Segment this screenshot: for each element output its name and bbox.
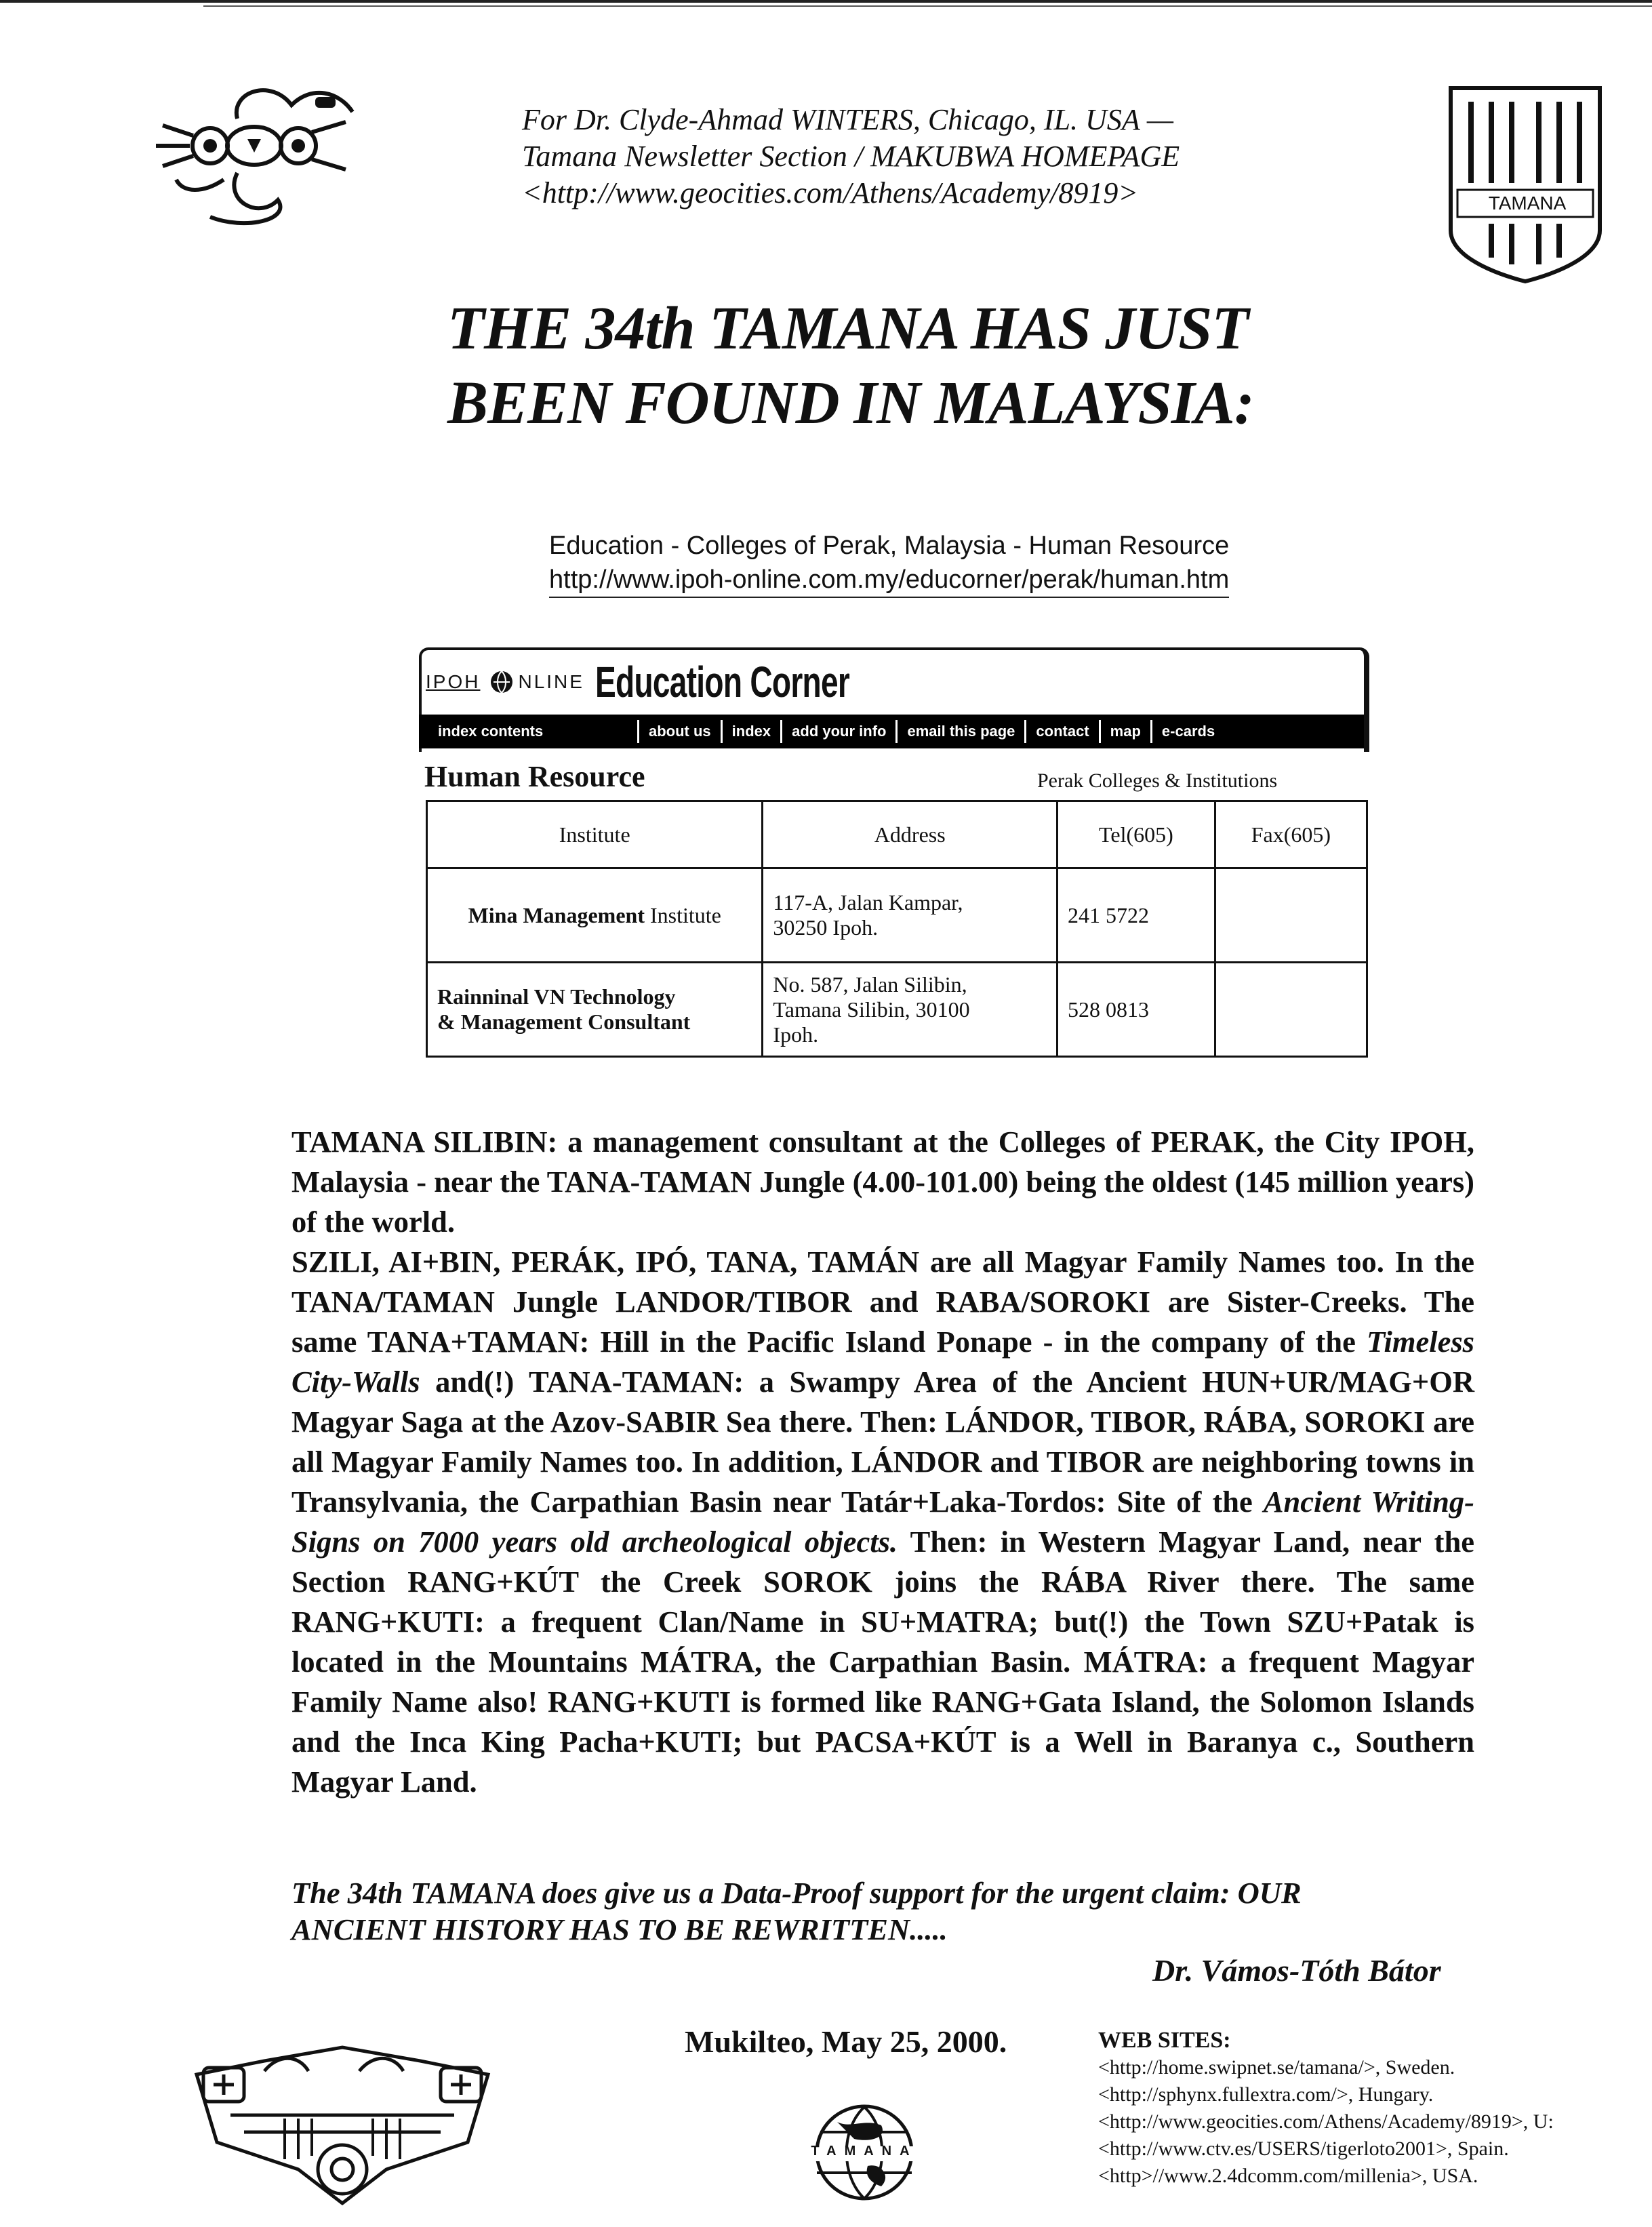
nav-add-your-info[interactable]: add your info (780, 720, 895, 743)
header-line-section: Tamana Newsletter Section / MAKUBWA HOMEPAGE (522, 140, 1180, 173)
tamana-globe-logo (800, 2102, 929, 2203)
conclusion-line-1: The 34th TAMANA does give us a Data-Proof support for the urgent claim: OUR (291, 1876, 1302, 1910)
source-url: http://www.ipoh-online.com.my/educorner/perak/human.htm (549, 563, 1229, 598)
source-caption: Education - Colleges of Perak, Malaysia - Human Resource (549, 531, 1230, 560)
table-row (427, 868, 1367, 963)
body-paragraph-2 (291, 1242, 1474, 1802)
web-site-item[interactable]: <http://home.swipnet.se/tamana/>, Sweden. (1098, 2056, 1455, 2079)
cell-address (763, 868, 1057, 963)
cell-address (763, 963, 1057, 1057)
col-header-fax: Fax(605) (1215, 801, 1367, 868)
web-site-item[interactable]: <http://www.geocities.com/Athens/Academy/8919>, U: (1098, 2110, 1554, 2133)
cell-tel: 241 5722 (1057, 868, 1215, 963)
institute-name-line-2: & Management Consultant (437, 1009, 691, 1034)
body-text-run: Then: in Western Magyar Land, near the Section RANG+KÚT the Creek SOROK joins the RÁBA River there. The same RANG+KUTI: a frequent Clan/Name in SU+MATRA; but(!) the Town SZU+Patak is located in the Mountains MÁTRA, the Carpathian Basin. MÁTRA: a frequent Magyar Family Name also! RANG+KUTI is formed like RANG+Gata Island, the Solomon Islands and the Inca King Pacha+KUTI; but PACSA+KÚT is a Well in Baranya c., Southern Magyar Land. (291, 1525, 1474, 1799)
brand-education-corner: Education Corner (595, 658, 850, 706)
institute-name: Mina Management (468, 902, 645, 927)
nav-index-contents[interactable]: index contents (438, 723, 544, 740)
brand-ipoh: IPOH (426, 671, 481, 692)
cell-tel: 528 0813 (1057, 963, 1215, 1057)
header-line-url: <http://www.geocities.com/Athens/Academy/8919> (522, 176, 1139, 209)
banner-nav-bar (419, 715, 1364, 748)
header-line-recipient: For Dr. Clyde-Ahmad WINTERS, Chicago, IL. USA — (522, 103, 1174, 136)
web-sites-heading: WEB SITES: (1098, 2028, 1231, 2053)
emblem-label: TAMANA (1488, 193, 1567, 214)
nav-about-us[interactable]: about us (637, 720, 721, 743)
web-site-item[interactable]: <http://www.ctv.es/USERS/tigerloto2001>, Spain. (1098, 2138, 1509, 2160)
cell-fax (1215, 963, 1367, 1057)
scan-edge-line (203, 5, 1652, 7)
bottom-ornament-logo (183, 2034, 502, 2217)
human-resource-heading: Human Resource (424, 760, 645, 793)
cell-institute (427, 963, 763, 1057)
nav-index[interactable]: index (721, 720, 780, 743)
col-header-tel: Tel(605) (1057, 801, 1215, 868)
address-line: Ipoh. (773, 1022, 819, 1047)
col-header-address: Address (763, 801, 1057, 868)
col-header-institute: Institute (427, 801, 763, 868)
institute-name-rest: Institute (644, 902, 721, 927)
cell-institute (427, 868, 763, 963)
tamana-emblem-logo (1444, 81, 1607, 285)
body-italic-run: Timeless City-Walls (291, 1325, 1474, 1399)
author-signature: Dr. Vámos-Tóth Bátor (1152, 1953, 1441, 1988)
nav-e-cards[interactable]: e-cards (1150, 720, 1224, 743)
source-citation (549, 529, 1349, 598)
title-line-2: BEEN FOUND IN MALAYSIA: (447, 369, 1254, 437)
brand-online: NLINE (518, 671, 584, 692)
page-title (447, 292, 1396, 441)
brand-online-group (488, 668, 584, 696)
address-line: 30250 Ipoh. (773, 915, 879, 940)
dateline: Mukilteo, May 25, 2000. (685, 2024, 1007, 2059)
perak-colleges-link[interactable]: Perak Colleges & Institutions (1037, 769, 1278, 792)
tribal-ornament-logo (136, 64, 366, 234)
web-site-item[interactable]: <http>//www.2.4dcomm.com/millenia>, USA. (1098, 2165, 1478, 2187)
cell-fax (1215, 868, 1367, 963)
banner-brand (426, 658, 948, 706)
body-italic-run: Ancient Writing-Signs on 7000 years old archeological objects. (291, 1485, 1474, 1559)
web-sites-list (1098, 2027, 1652, 2190)
scan-edge-line (0, 0, 1652, 3)
body-text-run: and(!) TANA-TAMAN: a Swampy Area of the Ancient HUN+UR/MAG+OR Magyar Saga at the Azov-SABIR Sea there. Then: LÁNDOR, TIBOR, RÁBA, SOROKI are all Magyar Family Names too. In addition, LÁNDOR and TIBOR are neighboring towns in Transylvania, the Carpathian Basin near Tatár+Laka-Tordos: Site of the (291, 1365, 1474, 1519)
table-row (427, 963, 1367, 1057)
nav-map[interactable]: map (1099, 720, 1150, 743)
globe-label: TAMANA (811, 2144, 918, 2159)
nav-email-this-page[interactable]: email this page (895, 720, 1024, 743)
institutions-table (426, 800, 1368, 1058)
conclusion (291, 1874, 1474, 1948)
title-line-1: THE 34th TAMANA HAS JUST (447, 295, 1249, 362)
body-text-run: SZILI, AI+BIN, PERÁK, IPÓ, TANA, TAMÁN are all Magyar Family Names too. In the TANA/TAMAN Jungle LANDOR/TIBOR and RABA/SOROKI are Sister-Creeks. The same TANA+TAMAN: Hill in the Pacific Island Ponape - in the company of the (291, 1245, 1474, 1359)
header-block (522, 102, 1335, 212)
table-header-row (427, 801, 1367, 868)
body-paragraph-1: TAMANA SILIBIN: a management consultant at the Colleges of PERAK, the City IPOH, Malaysia - near the TANA-TAMAN Jungle (4.00-101.00) being the oldest (145 million years) of the world. (291, 1125, 1474, 1239)
nav-contact[interactable]: contact (1024, 720, 1098, 743)
address-line: Tamana Silibin, 30100 (773, 997, 970, 1022)
address-line: No. 587, Jalan Silibin, (773, 971, 967, 997)
education-corner-banner (419, 647, 1369, 752)
web-site-item[interactable]: <http://sphynx.fullextra.com/>, Hungary. (1098, 2083, 1434, 2106)
conclusion-line-2: ANCIENT HISTORY HAS TO BE REWRITTEN..... (291, 1912, 948, 1946)
address-line: 117-A, Jalan Kampar, (773, 890, 963, 915)
globe-icon (488, 668, 515, 696)
institute-name: Rainninal VN Technology (437, 984, 676, 1009)
body-text (291, 1122, 1474, 1802)
